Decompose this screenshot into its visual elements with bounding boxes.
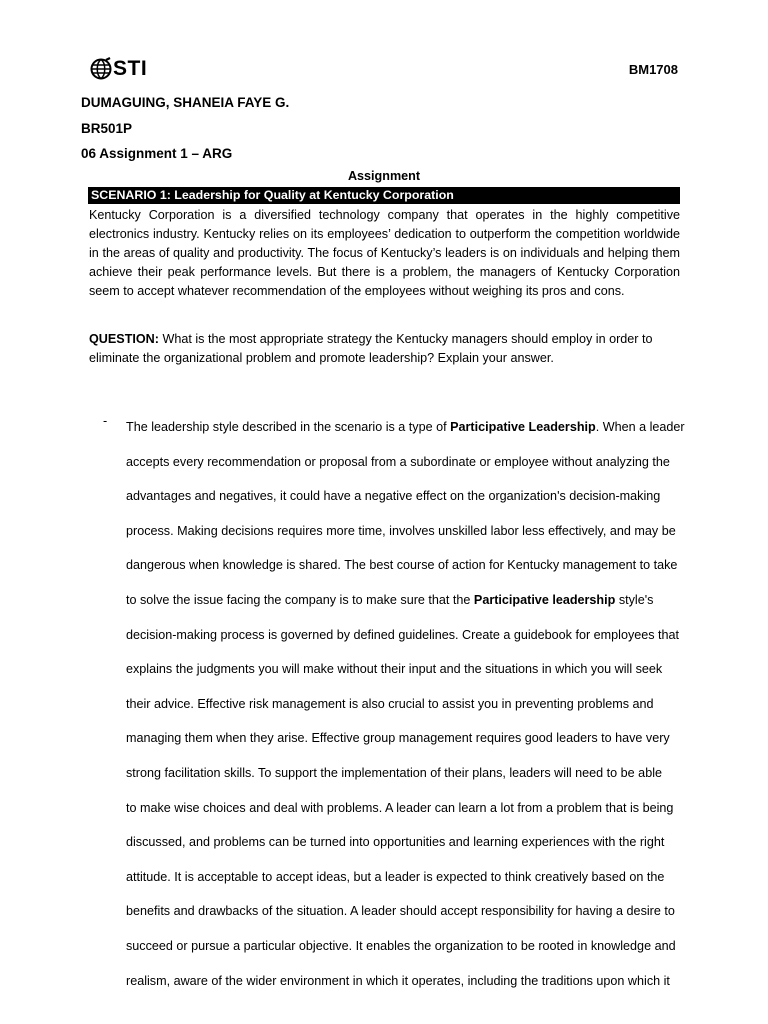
answer-line	[126, 618, 696, 653]
answer-text: dangerous when knowledge is shared. The best course of action for Kentucky management to take	[126, 558, 678, 573]
answer-text: benefits and drawbacks of the situation. A leader should accept responsibility for having a desire to	[126, 904, 675, 919]
sti-logo	[90, 55, 147, 83]
answer-line	[126, 860, 696, 895]
answer-line	[126, 514, 696, 549]
answer-line	[126, 445, 696, 480]
question-label: QUESTION:	[89, 332, 159, 346]
answer-emphasis: Participative Leadership	[450, 420, 596, 434]
answer-line	[126, 756, 696, 791]
student-name: DUMAGUING, SHANEIA FAYE G.	[81, 95, 290, 110]
question-block	[89, 330, 680, 368]
answer-text: The leadership style described in the scenario is a type of	[126, 420, 451, 434]
answer-line	[126, 479, 696, 514]
course-code: BM1708	[628, 62, 678, 77]
answer-line	[126, 964, 696, 999]
sti-logo-icon	[90, 57, 112, 81]
answer-line	[126, 548, 696, 583]
answer-line	[126, 687, 696, 722]
logo-text: STI	[113, 57, 148, 80]
answer-text: their advice. Effective risk management is also crucial to assist you in preventing problems and	[126, 696, 654, 711]
answer-text: advantages and negatives, it could have a negative effect on the organization's decision-making	[126, 489, 661, 504]
answer-text: succeed or pursue a particular objective. It enables the organization to be rooted in knowledge and	[126, 938, 676, 953]
answer-text: . When a leader	[595, 420, 685, 434]
answer-line	[126, 894, 696, 929]
answer-body	[126, 410, 696, 998]
answer-line	[126, 791, 696, 826]
question-text: What is the most appropriate strategy the Kentucky managers should employ in order to eliminate the organizational problem and promote leadership? Explain your answer.	[89, 332, 653, 365]
answer-text: attitude. It is acceptable to accept ideas, but a leader is expected to think creatively based on the	[126, 869, 665, 884]
answer-bullet: -	[103, 414, 108, 428]
answer-text: style's	[615, 592, 654, 607]
answer-text: explains the judgments you will make without their input and the situations in which you will seek	[126, 662, 663, 677]
answer-text: strong facilitation skills. To support the implementation of their plans, leaders will need to be able	[126, 765, 662, 780]
answer-line	[126, 583, 696, 618]
answer-text: realism, aware of the wider environment in which it operates, including the traditions upon which it	[126, 973, 670, 988]
answer-text: decision-making process is governed by defined guidelines. Create a guidebook for employees that	[126, 627, 680, 642]
answer-text: to solve the issue facing the company is to make sure that the	[126, 592, 474, 607]
answer-emphasis: Participative leadership	[473, 592, 616, 607]
answer-line	[126, 721, 696, 756]
answer-text: discussed, and problems can be turned into opportunities and learning experiences with the right	[126, 835, 665, 850]
answer-line	[126, 825, 696, 860]
assignment-label: 06 Assignment 1 – ARG	[81, 146, 233, 161]
scenario-heading: SCENARIO 1: Leadership for Quality at Kentucky Corporation	[88, 187, 680, 204]
answer-text: managing them when they arise. Effective group management requires good leaders to have very	[126, 731, 670, 746]
answer-line	[126, 410, 696, 445]
assignment-title: Assignment	[347, 169, 421, 183]
answer-line	[126, 652, 696, 687]
section-code: BR501P	[81, 121, 133, 136]
scenario-body: Kentucky Corporation is a diversified technology company that operates in the highly competitive electronics industry. Kentucky relies on its employees’ dedication to outperform the competition worldwide in the areas of quality and productivity. The focus of Kentucky’s leaders is on individuals and helping them achieve their peak performance levels. But there is a problem, the managers of Kentucky Corporation seem to accept whatever recommendation of the employees without weighing its pros and cons.	[89, 208, 680, 298]
answer-text: accepts every recommendation or proposal from a subordinate or employee without analyzing the	[126, 454, 670, 469]
answer-text: to make wise choices and deal with problems. A leader can learn a lot from a problem that is being	[126, 800, 674, 815]
answer-line	[126, 929, 696, 964]
answer-text: process. Making decisions requires more time, involves unskilled labor less effectively, and may be	[126, 523, 676, 538]
